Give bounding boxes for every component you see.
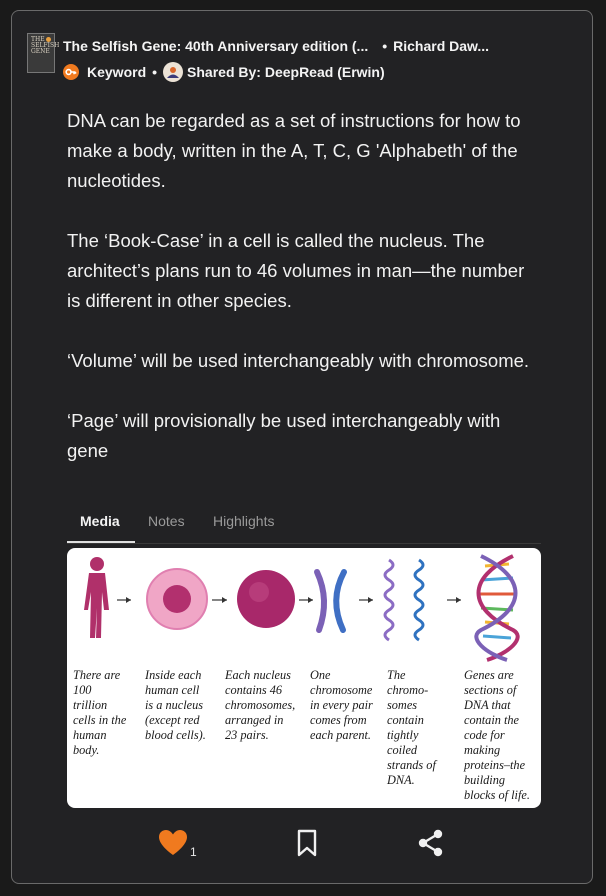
caption-nucleus: Inside each human cell is a nucleus (except red blood cells). [145, 668, 206, 742]
bookmark-icon[interactable] [295, 829, 319, 857]
tab-media[interactable]: Media [80, 513, 120, 529]
book-title[interactable]: The Selfish Gene: 40th Anniversary edition (... [63, 38, 369, 54]
highlight-card [11, 10, 593, 884]
quote-paragraph: ‘Page’ will provisionally be used interchangeably with gene [67, 410, 501, 461]
separator-dot: • [152, 64, 158, 80]
media-image[interactable] [67, 548, 541, 808]
cover-dot [46, 37, 51, 42]
tab-bar [67, 511, 541, 544]
caption-genes: Genes are sections of DNA that contain the code for making proteins–the building blocks of life. [464, 668, 530, 802]
like-count: 1 [190, 845, 197, 859]
share-icon[interactable] [417, 829, 445, 857]
avatar-image-icon [165, 64, 181, 80]
author-name[interactable]: Richard Daw... [393, 38, 490, 54]
tag-label[interactable]: Keyword [87, 64, 147, 80]
caption-pair: One chromosome in every pair comes from each parent. [310, 668, 373, 742]
chromosome-icon [317, 572, 344, 630]
quote-paragraph: DNA can be regarded as a set of instructions for how to make a body, written in the A, T, C, G 'Alphabeth' of the nucleotides. [67, 110, 521, 191]
book-meta [63, 38, 489, 54]
nucleus-icon [237, 570, 295, 628]
separator-dot: • [382, 38, 388, 54]
tab-highlights[interactable]: Highlights [213, 513, 275, 529]
caption-cells: There are 100 trillion cells in the human body. [73, 668, 127, 757]
shared-by-label[interactable]: Shared By: DeepRead (Erwin) [187, 64, 385, 80]
user-avatar[interactable] [163, 62, 183, 82]
caption-strands: The chromo- somes contain tightly coiled strands of DNA. [387, 668, 436, 787]
coiled-dna-icon [385, 560, 423, 640]
heart-icon[interactable] [158, 829, 188, 857]
active-tab-indicator [67, 541, 135, 543]
dna-illustration [67, 548, 541, 668]
double-helix-icon [476, 556, 517, 660]
highlight-quote [67, 106, 537, 496]
post-meta [63, 62, 385, 82]
cover-title: THE SELFISH GENE [31, 36, 60, 55]
book-cover-thumbnail[interactable] [27, 33, 60, 73]
tab-notes[interactable]: Notes [148, 513, 185, 529]
cell-icon [147, 569, 207, 629]
quote-paragraph: The ‘Book-Case’ in a cell is called the nucleus. The architect’s plans run to 46 volumes in man—the number is different in other species. [67, 230, 525, 311]
key-icon [63, 64, 79, 80]
quote-paragraph: ‘Volume’ will be used interchangeably with chromosome. [67, 350, 530, 371]
action-bar [12, 823, 594, 863]
caption-chromosomes: Each nucleus contains 46 chromosomes, arranged in 23 pairs. [225, 668, 296, 742]
human-figure-icon [84, 557, 109, 638]
